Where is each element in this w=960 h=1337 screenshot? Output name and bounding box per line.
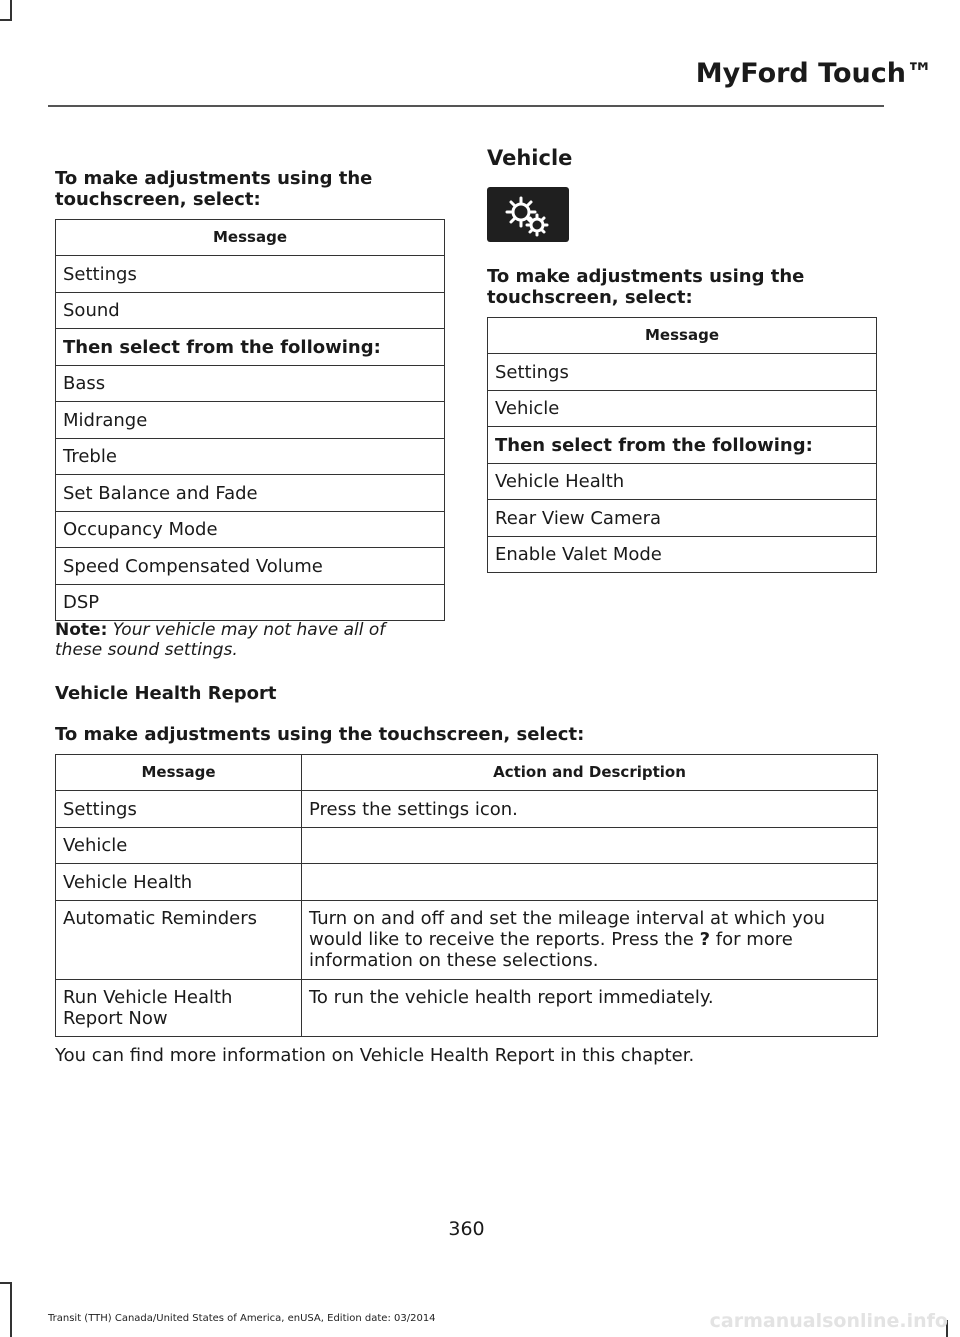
sound-lead: To make adjustments using the touchscreen, select: bbox=[55, 168, 373, 210]
health-row-action bbox=[302, 901, 878, 980]
health-row-message: Settings bbox=[56, 791, 302, 828]
help-icon: ? bbox=[699, 929, 711, 950]
vehicle-row-valet: Enable Valet Mode bbox=[488, 537, 877, 573]
header-divider bbox=[48, 105, 884, 107]
action-text: Turn on and off and set the mileage interval at which you would like to receive the reports. Press the bbox=[309, 908, 826, 950]
health-row-action bbox=[302, 864, 878, 901]
vehicle-row-vehicle: Vehicle bbox=[488, 391, 877, 427]
health-footnote: You can find more information on Vehicle Health Report in this chapter. bbox=[55, 1045, 695, 1066]
sound-row-speed-volume: Speed Compensated Volume bbox=[56, 548, 445, 585]
health-row-message: Run Vehicle Health Report Now bbox=[56, 980, 302, 1037]
crop-mark bbox=[0, 1282, 12, 1284]
health-header-action: Action and Description bbox=[302, 755, 878, 791]
edition-info: Transit (TTH) Canada/United States of America, enUSA, Edition date: 03/2014 bbox=[48, 1313, 436, 1324]
health-row-action bbox=[302, 828, 878, 864]
note-text: Your vehicle may not have all of these sound settings. bbox=[55, 620, 386, 660]
sound-row-occupancy: Occupancy Mode bbox=[56, 512, 445, 548]
health-header-message: Message bbox=[56, 755, 302, 791]
sound-row-dsp: DSP bbox=[56, 585, 445, 621]
health-row-action: To run the vehicle health report immediately. bbox=[302, 980, 878, 1037]
health-heading: Vehicle Health Report bbox=[55, 683, 277, 704]
sound-row-treble: Treble bbox=[56, 439, 445, 475]
health-lead: To make adjustments using the touchscreen, select: bbox=[55, 724, 585, 745]
crop-mark bbox=[0, 19, 12, 21]
vehicle-row-then-select: Then select from the following: bbox=[488, 427, 877, 464]
crop-mark bbox=[10, 1282, 12, 1337]
sound-row-settings: Settings bbox=[56, 256, 445, 293]
sound-note bbox=[55, 620, 425, 660]
watermark: carmanualsonline.info bbox=[709, 1310, 948, 1332]
sound-row-bass: Bass bbox=[56, 366, 445, 402]
sound-row-then-select: Then select from the following: bbox=[56, 329, 445, 366]
vehicle-lead: To make adjustments using the touchscreen, select: bbox=[487, 266, 805, 308]
sound-table-header: Message bbox=[56, 220, 445, 256]
vehicle-table-header: Message bbox=[488, 318, 877, 354]
vehicle-row-settings: Settings bbox=[488, 354, 877, 391]
page-number: 360 bbox=[448, 1218, 485, 1240]
gears-icon bbox=[487, 187, 569, 242]
health-row-message: Vehicle Health bbox=[56, 864, 302, 901]
sound-table bbox=[55, 219, 445, 621]
health-row-action: Press the settings icon. bbox=[302, 791, 878, 828]
sound-row-balance-fade: Set Balance and Fade bbox=[56, 475, 445, 512]
crop-mark bbox=[10, 0, 12, 20]
health-row-message: Automatic Reminders bbox=[56, 901, 302, 980]
note-label: Note: bbox=[55, 620, 108, 640]
health-table bbox=[55, 754, 878, 1037]
vehicle-row-camera: Rear View Camera bbox=[488, 500, 877, 537]
action-text: for more information on these selections. bbox=[309, 929, 793, 971]
sound-row-midrange: Midrange bbox=[56, 402, 445, 439]
vehicle-heading: Vehicle bbox=[487, 146, 573, 170]
vehicle-row-health: Vehicle Health bbox=[488, 464, 877, 500]
sound-row-sound: Sound bbox=[56, 293, 445, 329]
vehicle-table bbox=[487, 317, 877, 573]
health-row-message: Vehicle bbox=[56, 828, 302, 864]
page-header-title: MyFord Touch™ bbox=[695, 58, 933, 89]
